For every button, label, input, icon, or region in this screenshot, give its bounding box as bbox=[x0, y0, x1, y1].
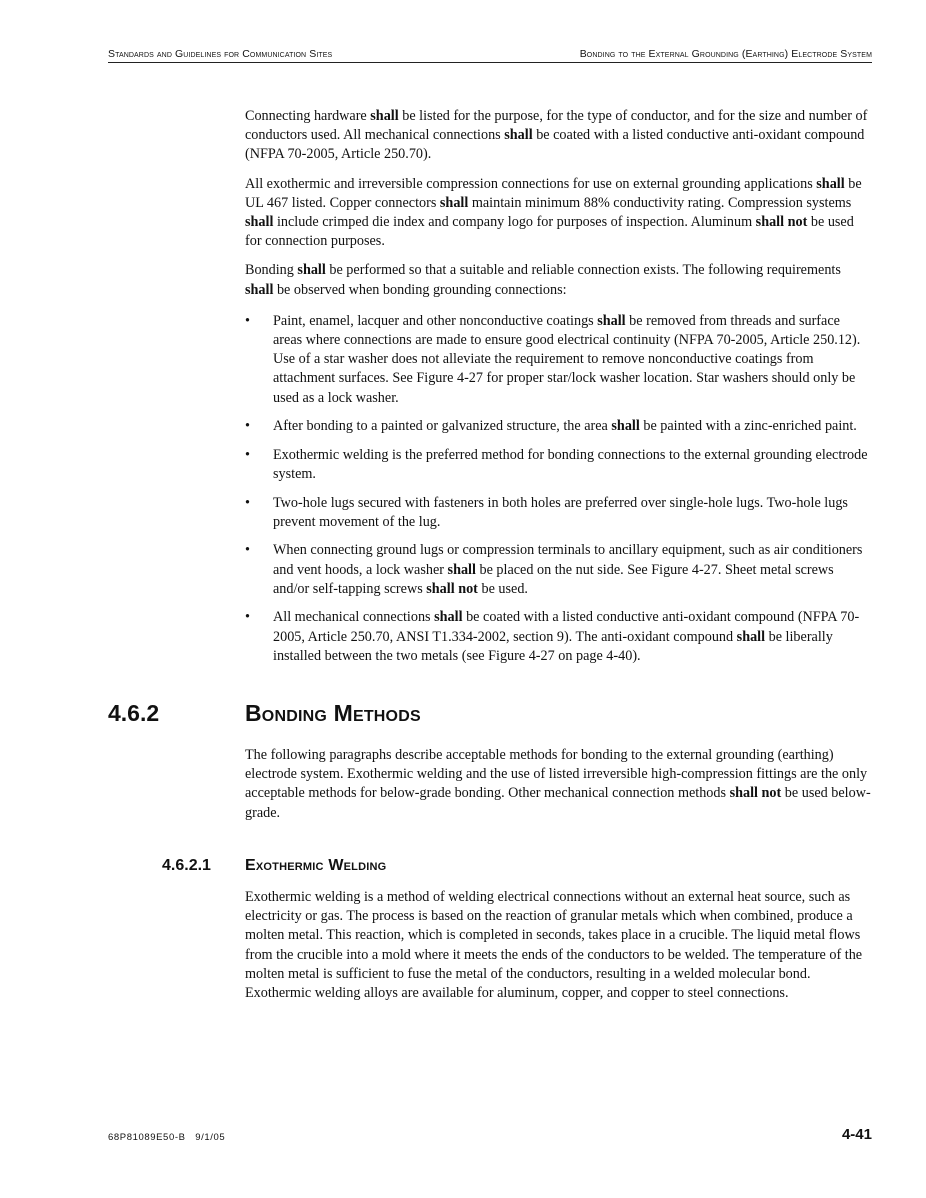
header-right-title: Bonding to the External Grounding (Earthing) Electrode System bbox=[579, 48, 872, 60]
list-item bbox=[245, 541, 872, 599]
intro-paragraph: All exothermic and irreversible compression connections for use on external grounding applications shall be UL 467 listed. Copper connectors shall maintain minimum 88% conductivity rating. Compression systems shall include crimped die index and company logo for purposes of inspection. Aluminum shall not be used for connection purposes. bbox=[245, 175, 862, 250]
emphasis-text: shall not bbox=[755, 214, 808, 231]
list-item bbox=[245, 494, 872, 532]
footer-page-number: 4-41 bbox=[841, 1126, 872, 1143]
emphasis-text: shall bbox=[736, 628, 766, 645]
bullet-icon: • bbox=[245, 312, 250, 329]
header-left-title: Standards and Guidelines for Communication Sites bbox=[108, 48, 333, 60]
emphasis-text: shall bbox=[439, 194, 469, 211]
emphasis-text: shall bbox=[245, 214, 274, 231]
emphasis-text: shall bbox=[504, 127, 533, 144]
list-item-text: Two-hole lugs secured with fasteners in both holes are preferred over single-hole lugs. Two-hole lugs prevent movement of the lug. bbox=[273, 494, 848, 530]
list-item bbox=[245, 312, 872, 408]
emphasis-text: shall bbox=[434, 609, 463, 626]
header-rule bbox=[108, 62, 872, 63]
list-item-text: All mechanical connections shall be coated with a listed conductive anti-oxidant compound (NFPA 70-2005, Article 250.70, ANSI T1.334-2002, section 9). The anti-oxidant compound shall be liberally installed between the two metals (see Figure 4-27 on page 4-40). bbox=[273, 609, 860, 664]
list-item bbox=[245, 417, 872, 436]
emphasis-text: shall bbox=[597, 312, 626, 329]
emphasis-text: shall bbox=[611, 418, 640, 435]
emphasis-text: shall not bbox=[426, 580, 478, 597]
bullet-icon: • bbox=[245, 494, 250, 511]
emphasis-text: shall not bbox=[729, 785, 782, 802]
intro-paragraph: Bonding shall be performed so that a suitable and reliable connection exists. The following requirements shall be observed when bonding grounding connections: bbox=[245, 262, 841, 298]
emphasis-text: shall bbox=[245, 281, 274, 298]
bullet-icon: • bbox=[245, 446, 250, 463]
requirements-list bbox=[245, 312, 872, 666]
emphasis-text: shall bbox=[370, 108, 399, 124]
list-item bbox=[245, 608, 872, 666]
intro-paragraph: Connecting hardware shall be listed for the purpose, for the type of conductor, and for the size and number of conductors used. All mechanical connections shall be coated with a listed conductive anti-oxidant compound (NFPA 70-2005, Article 250.70). bbox=[245, 108, 868, 163]
section-paragraph: The following paragraphs describe acceptable methods for bonding to the external grounding (earthing) electrode system. Exothermic welding and the use of listed irreversible high-compression fittings are the only acceptable methods for below-grade bonding. Other mechanical connection methods shall not be used below-grade. bbox=[245, 747, 871, 821]
emphasis-text: shall bbox=[447, 561, 476, 578]
intro-block bbox=[245, 107, 872, 675]
subsection-paragraph: Exothermic welding is a method of welding electrical connections without an external heat source, such as electricity or gas. The process is based on the reaction of granular metals which when combined, produce a molten metal. This reaction, which is completed in seconds, takes place in a crucible. The liquid metal flows from the crucible into a mold where it meets the ends of the conductors to be welded. The temperature of the molten metal is sufficient to fuse the metal of the conductors, resulting in a welded molecular bond. Exothermic welding alloys are available for aluminum, copper, and copper to steel connections. bbox=[245, 889, 863, 1002]
list-item bbox=[245, 446, 872, 484]
list-item-text: When connecting ground lugs or compression terminals to ancillary equipment, such as air conditioners and vent hoods, a lock washer shall be placed on the nut side. See Figure 4-27. Sheet metal screws and/or self-tapping screws shall not be used. bbox=[273, 542, 863, 597]
list-item-text: Exothermic welding is the preferred method for bonding connections to the external grounding electrode system. bbox=[273, 446, 868, 483]
subsection-title: Exothermic Welding bbox=[245, 857, 387, 874]
section-number: 4.6.2 bbox=[108, 700, 160, 726]
bullet-icon: • bbox=[245, 418, 250, 435]
list-item-text: Paint, enamel, lacquer and other nonconductive coatings shall be removed from threads and surface areas where connections are made to ensure good electrical continuity (NFPA 70-2005, Article 250.12). Use of a star washer does not alleviate the requirement to remove nonconductive coatings from attachment surfaces. See Figure 4-27 for proper star/lock washer location. Star washers should only be used as a lock washer. bbox=[273, 312, 861, 406]
emphasis-text: shall bbox=[297, 262, 326, 279]
section-title: Bonding Methods bbox=[245, 700, 421, 726]
section-body bbox=[245, 746, 872, 833]
bullet-icon: • bbox=[245, 609, 250, 626]
emphasis-text: shall bbox=[816, 175, 845, 192]
subsection-number: 4.6.2.1 bbox=[162, 857, 211, 874]
subsection-body bbox=[245, 888, 872, 1013]
footer-doc-id: 68P81089E50-B 9/1/05 bbox=[108, 1132, 226, 1143]
bullet-icon: • bbox=[245, 542, 250, 559]
list-item-text: After bonding to a painted or galvanized structure, the area shall be painted with a zinc-enriched paint. bbox=[273, 418, 857, 435]
